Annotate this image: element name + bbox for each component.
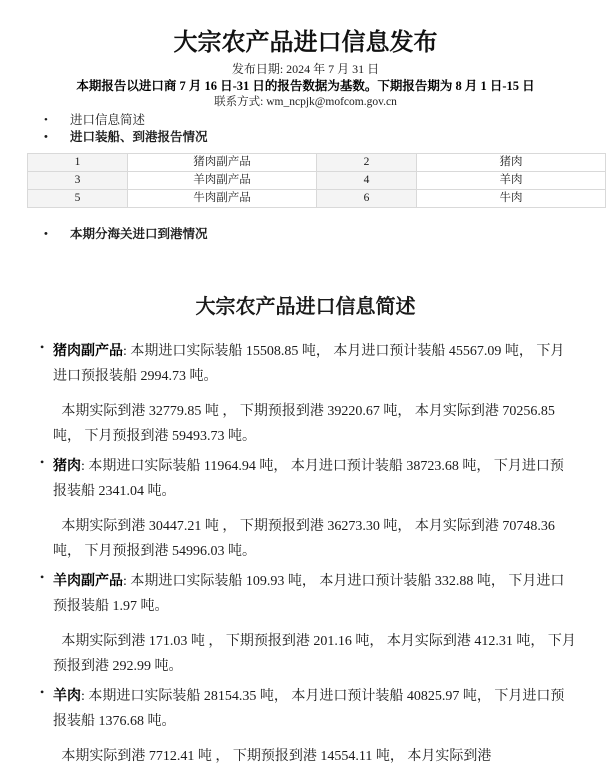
summary-section-title: 大宗农产品进口信息简述 xyxy=(195,295,416,318)
contact-line: 联系方式: wm_ncpjk@mofcom.gov.cn xyxy=(214,96,397,108)
table-cell-index: 4 xyxy=(317,172,417,190)
toc-item-customs-arrival xyxy=(0,226,611,243)
shipment-paragraph xyxy=(53,684,577,734)
product-term: 羊肉 xyxy=(53,688,81,704)
table-row xyxy=(28,190,606,208)
table-cell-product: 牛肉副产品 xyxy=(128,190,317,208)
product-term: 羊肉副产品 xyxy=(53,573,123,589)
bullet-icon: • xyxy=(40,454,45,469)
table-cell-product: 羊肉副产品 xyxy=(128,172,317,190)
summary-item-mutton xyxy=(40,684,577,769)
report-period-note: 本期报告以进口商 7 月 16 日-31 日的报告数据为基数。下期报告期为 8 月 1 日-15 日 xyxy=(76,79,535,93)
arrival-paragraph: 本期实际到港 171.03 吨 ， 下期预报到港 201.16 吨， 本月实际到港 412.31 吨， 下月预报到港 292.99 吨。 xyxy=(53,633,576,674)
toc-item-shipping-arrival-report xyxy=(0,129,611,146)
toc-item-label: 进口装船、到港报告情况 xyxy=(70,129,208,144)
table-cell-index: 5 xyxy=(28,190,128,208)
bullet-icon: • xyxy=(40,569,45,584)
table-cell-product: 猪肉 xyxy=(417,154,606,172)
summary-items xyxy=(40,339,577,769)
toc-item-label: 进口信息简述 xyxy=(70,113,146,127)
table-row xyxy=(28,154,606,172)
product-index-table xyxy=(27,153,606,208)
bullet-icon: • xyxy=(44,228,48,240)
product-term: 猪肉副产品 xyxy=(53,343,123,359)
summary-item-pork-byproducts xyxy=(40,339,577,449)
table-cell-index: 6 xyxy=(317,190,417,208)
shipment-paragraph xyxy=(53,569,577,619)
arrival-paragraph: 本期实际到港 32779.85 吨 ， 下期预报到港 39220.67 吨， 本月实际到港 70256.85 吨， 下月预报到港 59493.73 吨。 xyxy=(53,403,555,444)
shipment-text: : 本期进口实际装船 28154.35 吨， 本月进口预计装船 40825.97 吨， 下月进口预报装船 1376.68 吨。 xyxy=(53,688,565,729)
table-cell-index: 3 xyxy=(28,172,128,190)
shipment-text: : 本期进口实际装船 109.93 吨， 本月进口预计装船 332.88 吨， 下月进口预报装船 1.97 吨。 xyxy=(53,573,565,614)
shipment-paragraph xyxy=(53,339,577,389)
table-row xyxy=(28,172,606,190)
toc-item-import-summary xyxy=(0,112,611,129)
table-cell-product: 牛肉 xyxy=(417,190,606,208)
arrival-paragraph: 本期实际到港 30447.21 吨 ， 下期预报到港 36273.30 吨， 本月实际到港 70748.36 吨， 下月预报到港 54996.03 吨。 xyxy=(53,518,555,559)
shipment-text: : 本期进口实际装船 11964.94 吨， 本月进口预计装船 38723.68 吨， 下月进口预报装船 2341.04 吨。 xyxy=(53,458,564,499)
toc-list xyxy=(0,112,611,145)
bullet-icon: • xyxy=(44,114,48,126)
arrival-paragraph: 本期实际到港 7712.41 吨 ， 下期预报到港 14554.11 吨， 本月实际到港 xyxy=(61,748,492,764)
table-cell-index: 1 xyxy=(28,154,128,172)
shipment-text: : 本期进口实际装船 15508.85 吨， 本月进口预计装船 45567.09 吨， 下月进口预报装船 2994.73 吨。 xyxy=(53,343,565,384)
page-title: 大宗农产品进口信息发布 xyxy=(173,30,438,56)
product-term: 猪肉 xyxy=(53,458,81,474)
table-cell-index: 2 xyxy=(317,154,417,172)
summary-item-pork xyxy=(40,454,577,564)
publish-date: 发布日期: 2024 年 7 月 31 日 xyxy=(231,62,380,76)
toc-list-customs xyxy=(0,226,611,243)
bullet-icon: • xyxy=(44,130,48,143)
bullet-icon: • xyxy=(40,684,45,699)
shipment-paragraph xyxy=(53,454,577,504)
toc-item-label: 本期分海关进口到港情况 xyxy=(70,227,208,241)
bullet-icon: • xyxy=(40,339,45,354)
summary-item-mutton-byproducts xyxy=(40,569,577,679)
table-cell-product: 羊肉 xyxy=(417,172,606,190)
table-cell-product: 猪肉副产品 xyxy=(128,154,317,172)
